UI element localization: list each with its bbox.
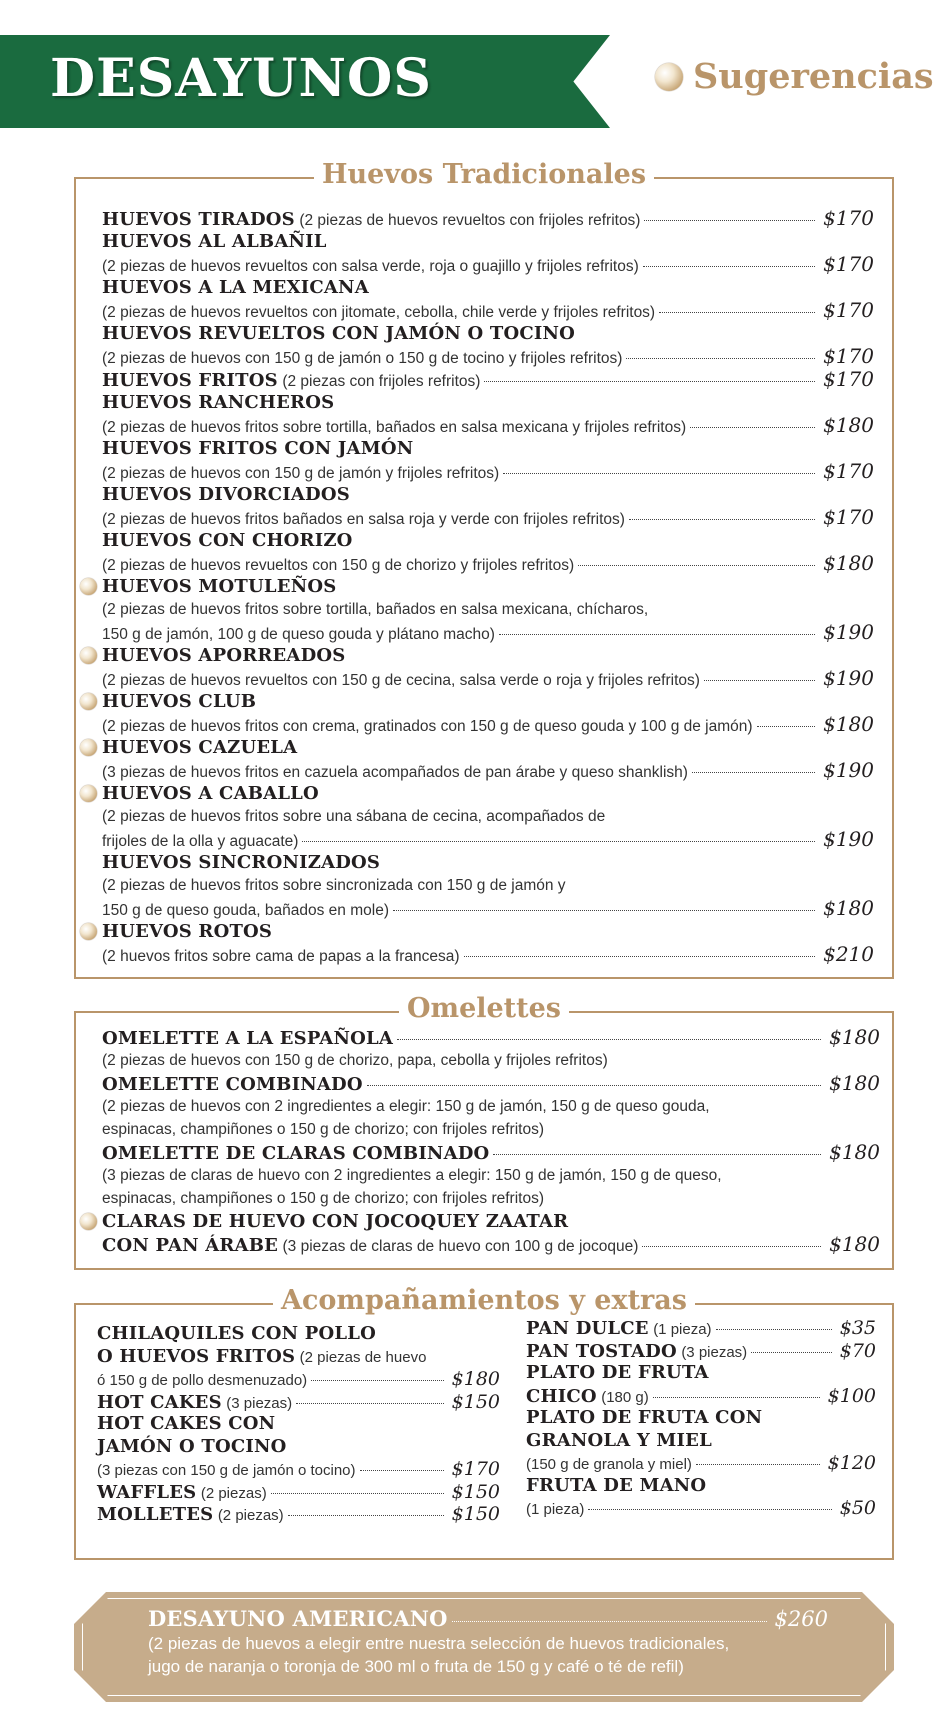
list-item: [102, 529, 874, 552]
price: $70: [839, 1339, 876, 1362]
list-item: OMELETTE COMBINADO $180: [102, 1071, 880, 1095]
item-description: espinacas, champiñones o 150 g de chorizo; con frijoles refritos): [102, 1190, 544, 1207]
item-name: HUEVOS MOTULEÑOS: [102, 576, 337, 597]
price: $180: [829, 1025, 880, 1049]
item-description-row: [102, 759, 874, 782]
item-description-row: [102, 667, 874, 690]
item-description: (2 piezas de huevos revueltos con jitomate, cebolla, chile verde y frijoles refritos): [102, 304, 656, 321]
americano-content: [148, 1606, 828, 1678]
item-description-row: [102, 713, 874, 736]
list-item: [102, 276, 874, 299]
price: $150: [451, 1390, 500, 1413]
dot-leader: [393, 910, 815, 911]
dot-leader: [397, 1039, 821, 1040]
price: $180: [823, 551, 874, 575]
list-item: (1 pieza) $50: [526, 1497, 876, 1519]
item-description: 150 g de queso gouda, bañados en mole): [102, 902, 389, 919]
price: $180: [829, 1232, 880, 1256]
golf-ball-icon: [80, 923, 97, 940]
golf-ball-icon: [80, 693, 97, 710]
price: $180: [823, 896, 874, 920]
dot-leader: [464, 956, 816, 957]
dot-leader: [493, 1154, 821, 1155]
section-title: Omelettes: [76, 992, 892, 1026]
huevos-list: [102, 207, 874, 966]
list-item: [102, 483, 874, 506]
item-description: (2 piezas de huevos a elegir entre nuestra selección de huevos tradicionales,: [148, 1634, 730, 1653]
page-title: DESAYUNOS: [50, 48, 432, 109]
item-description-row: [102, 460, 874, 483]
price: $170: [451, 1458, 500, 1480]
price: $210: [823, 942, 874, 966]
item-name: JAMÓN O TOCINO: [97, 1435, 287, 1457]
dot-leader: [296, 1403, 444, 1404]
item-name: HOT CAKES CON: [97, 1413, 276, 1434]
item-description: jugo de naranja o toronja de 300 ml o fruta de 150 g y café o té de refil): [148, 1657, 684, 1676]
suggestions-legend: [655, 56, 934, 97]
price: $100: [827, 1384, 876, 1407]
price: $190: [823, 620, 874, 644]
item-description-row: [102, 897, 874, 920]
item-description-row: [102, 253, 874, 276]
golf-ball-icon: [655, 63, 683, 91]
item-description-row: [102, 621, 874, 644]
item-name: GRANOLA Y MIEL: [526, 1429, 712, 1451]
item-name: FRUTA DE MANO: [526, 1474, 707, 1496]
list-item: DESAYUNO AMERICANO $260: [148, 1606, 828, 1631]
list-item: HOT CAKES (3 piezas) $150: [97, 1390, 500, 1413]
item-name: HUEVOS FRITOS CON JAMÓN: [102, 438, 414, 459]
item-description-row: [102, 943, 874, 966]
price: $180: [823, 413, 874, 437]
item-name: HUEVOS DIVORCIADOS: [102, 484, 350, 505]
dot-leader: [503, 473, 815, 474]
price: $50: [839, 1497, 876, 1519]
item-description-row: [102, 552, 874, 575]
item-description: (2 piezas de huevos fritos con crema, gratinados con 150 g de queso gouda y 100 g de jamón): [102, 718, 753, 735]
dot-leader: [311, 1380, 443, 1381]
item-description: (2 piezas de huevos revueltos con frijoles refritos): [299, 212, 641, 229]
item-name: CHILAQUILES CON POLLO: [97, 1323, 376, 1344]
item-description: (2 piezas de huevos revueltos con 150 g de chorizo y frijoles refritos): [102, 557, 575, 574]
price: $150: [451, 1503, 500, 1525]
item-description-row: [102, 299, 874, 322]
extras-left-column: [97, 1323, 500, 1526]
item-name: PLATO DE FRUTA: [526, 1362, 709, 1383]
price: $170: [823, 344, 874, 368]
price: $170: [823, 505, 874, 529]
list-item: [102, 207, 874, 230]
dot-leader: [367, 1085, 821, 1086]
golf-ball-icon: [80, 578, 97, 595]
dot-leader: [302, 841, 815, 842]
item-description: 150 g de jamón, 100 g de queso gouda y plátano macho): [102, 626, 495, 643]
price: $150: [451, 1480, 500, 1503]
item-description-row: [102, 828, 874, 851]
item-name: HUEVOS A CABALLO: [102, 783, 319, 804]
list-item: (3 piezas con 150 g de jamón o tocino) $170: [97, 1458, 500, 1480]
list-item: [102, 391, 874, 414]
item-description: frijoles de la olla y aguacate): [102, 833, 299, 850]
item-name: HUEVOS APORREADOS: [102, 645, 346, 666]
list-item: CHICO (180 g) $100: [526, 1384, 876, 1407]
price: $260: [774, 1607, 828, 1631]
item-description-row: [102, 506, 874, 529]
dot-leader: [716, 1329, 832, 1330]
item-name: HUEVOS FRITOS: [102, 370, 278, 391]
list-item: [102, 736, 874, 759]
item-description: (2 piezas de huevos fritos sobre una sábana de cecina, acompañados de: [102, 808, 606, 825]
dot-leader: [757, 726, 816, 727]
item-name: HUEVOS RANCHEROS: [102, 392, 335, 413]
item-name: PLATO DE FRUTA CON: [526, 1407, 763, 1428]
suggestions-label: Sugerencias: [693, 56, 934, 97]
dot-leader: [696, 1464, 820, 1465]
list-item: CLARAS DE HUEVO CON JOCOQUEY ZAATAR: [102, 1210, 880, 1233]
section-title: Huevos Tradicionales: [76, 158, 892, 192]
dot-leader: [271, 1493, 444, 1494]
list-item: (150 g de granola y miel) $120: [526, 1452, 876, 1474]
list-item: MOLLETES (2 piezas) $150: [97, 1503, 500, 1525]
item-name: HUEVOS CON CHORIZO: [102, 530, 353, 551]
list-item: [102, 437, 874, 460]
item-description-row: [102, 345, 874, 368]
list-item: [102, 782, 874, 805]
price: $170: [823, 459, 874, 483]
list-item: [102, 368, 874, 391]
price: $190: [823, 758, 874, 782]
section-title: Acompañamientos y extras: [76, 1284, 892, 1318]
item-description: (3 piezas de huevos fritos en cazuela acompañados de pan árabe y queso shanklish): [102, 764, 688, 781]
price: $170: [823, 367, 874, 391]
item-name: HUEVOS SINCRONIZADOS: [102, 852, 381, 873]
price: $180: [451, 1368, 500, 1390]
price: $180: [823, 712, 874, 736]
dot-leader: [452, 1621, 767, 1622]
dot-leader: [626, 358, 815, 359]
dot-leader: [653, 1397, 820, 1398]
list-item: [102, 644, 874, 667]
price: $180: [829, 1140, 880, 1164]
item-name: HUEVOS AL ALBAÑIL: [102, 231, 327, 252]
item-name: HUEVOS CLUB: [102, 691, 257, 712]
price: $190: [823, 827, 874, 851]
price: $180: [829, 1071, 880, 1095]
dot-leader: [360, 1470, 444, 1471]
price: $190: [823, 666, 874, 690]
dot-leader: [578, 565, 815, 566]
price: $170: [823, 252, 874, 276]
item-description: (2 huevos fritos sobre cama de papas a la francesa): [102, 948, 460, 965]
list-item: CON PAN ÁRABE (3 piezas de claras de huevo con 100 g de jocoque) $180: [102, 1232, 880, 1256]
extras-right-column: [526, 1317, 876, 1520]
dot-leader: [692, 772, 815, 773]
dot-leader: [644, 220, 815, 221]
item-name: HUEVOS TIRADOS: [102, 209, 295, 230]
item-description: (2 piezas de huevos revueltos con 150 g de cecina, salsa verde o roja y frijoles refritos): [102, 672, 700, 689]
item-description: (2 piezas con frijoles refritos): [282, 373, 481, 390]
dot-leader: [659, 312, 815, 313]
list-item: OMELETTE A LA ESPAÑOLA $180: [102, 1025, 880, 1049]
list-item: [102, 920, 874, 943]
item-name: HUEVOS ROTOS: [102, 921, 273, 942]
dot-leader: [751, 1352, 832, 1353]
item-description: (2 piezas de huevos con 150 g de jamón y frijoles refritos): [102, 465, 500, 482]
price: $170: [823, 298, 874, 322]
dot-leader: [642, 1246, 821, 1247]
dot-leader: [288, 1515, 444, 1516]
dot-leader: [704, 680, 815, 681]
list-item: PAN DULCE (1 pieza) $35: [526, 1317, 876, 1339]
list-item: [102, 230, 874, 253]
price: $170: [823, 206, 874, 230]
item-description: (2 piezas de huevos fritos sobre sincronizada con 150 g de jamón y: [102, 877, 566, 894]
item-name: HUEVOS REVUELTOS CON JAMÓN O TOCINO: [102, 323, 576, 344]
list-item: [102, 575, 874, 598]
list-item: OMELETTE DE CLARAS COMBINADO $180: [102, 1140, 880, 1164]
golf-ball-icon: [80, 785, 97, 802]
price: $35: [839, 1317, 876, 1339]
golf-ball-icon: [80, 1213, 97, 1230]
dot-leader: [690, 427, 815, 428]
golf-ball-icon: [80, 647, 97, 664]
item-description: (2 piezas de huevos fritos bañados en salsa roja y verde con frijoles refritos): [102, 511, 625, 528]
golf-ball-icon: [80, 739, 97, 756]
item-description-row: [102, 414, 874, 437]
list-item: [102, 322, 874, 345]
list-item: PAN TOSTADO (3 piezas) $70: [526, 1339, 876, 1362]
list-item: ó 150 g de pollo desmenuzado) $180: [97, 1368, 500, 1390]
item-description: (3 piezas de claras de huevo con 2 ingredientes a elegir: 150 g de jamón, 150 g de queso,: [102, 1167, 722, 1184]
item-description: (2 piezas de huevos fritos sobre tortilla, bañados en salsa mexicana y frijoles refritos): [102, 419, 687, 436]
list-item: [102, 851, 874, 874]
item-name: HUEVOS A LA MEXICANA: [102, 277, 369, 298]
dot-leader: [643, 266, 815, 267]
list-item: [102, 690, 874, 713]
item-description: (2 piezas de huevos revueltos con salsa verde, roja o guajillo y frijoles refritos): [102, 258, 639, 275]
omelettes-list: [102, 1026, 880, 1256]
item-description: (2 piezas de huevos con 2 ingredientes a elegir: 150 g de jamón, 150 g de queso gouda,: [102, 1098, 710, 1115]
dot-leader: [588, 1509, 831, 1510]
dot-leader: [499, 634, 815, 635]
list-item: O HUEVOS FRITOS (2 piezas de huevo: [97, 1345, 427, 1367]
item-description: (2 piezas de huevos fritos sobre tortilla, bañados en salsa mexicana, chícharos,: [102, 601, 649, 618]
dot-leader: [484, 381, 815, 382]
item-name: HUEVOS CAZUELA: [102, 737, 298, 758]
list-item: WAFFLES (2 piezas) $150: [97, 1480, 500, 1503]
item-description: (2 piezas de huevos con 150 g de jamón o 150 g de tocino y frijoles refritos): [102, 350, 623, 367]
dot-leader: [629, 519, 815, 520]
price: $120: [827, 1452, 876, 1474]
item-description: espinacas, champiñones o 150 g de chorizo; con frijoles refritos): [102, 1121, 544, 1138]
item-description: (2 piezas de huevos con 150 g de chorizo, papa, cebolla y frijoles refritos): [102, 1052, 608, 1069]
